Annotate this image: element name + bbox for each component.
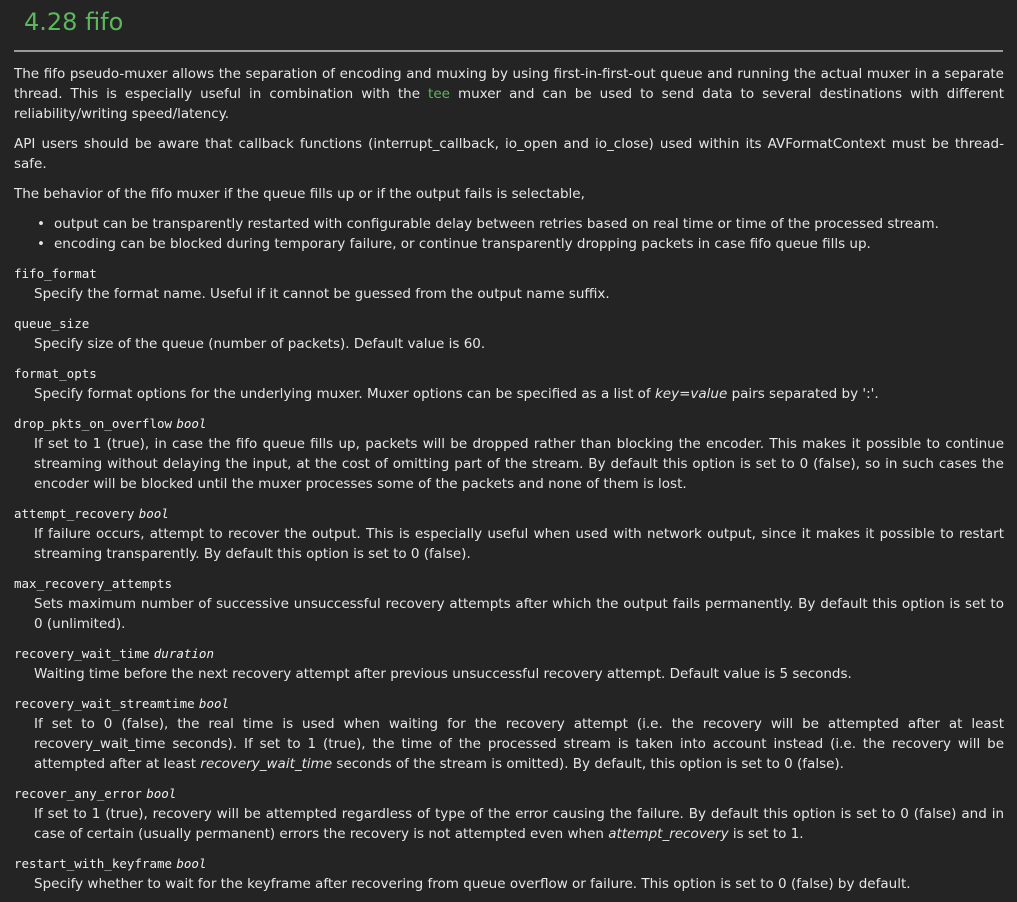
bullet-icon: • xyxy=(37,236,45,252)
option-queue-size xyxy=(14,314,1004,354)
behavior-list xyxy=(14,214,1004,254)
option-name: recovery_wait_streamtime xyxy=(14,696,195,711)
option-recovery-wait-time xyxy=(14,644,1004,684)
option-description: Specify the format name. Useful if it cannot be guessed from the output name suffix. xyxy=(34,286,610,302)
list-item-text: output can be transparently restarted with configurable delay between retries based on real time or time of the processed stream. xyxy=(54,216,939,232)
option-term xyxy=(14,264,1004,284)
option-name: queue_size xyxy=(14,316,90,331)
option-type: bool xyxy=(176,856,207,871)
option-term xyxy=(14,364,1004,384)
option-term xyxy=(14,504,1004,524)
option-description: If set to 1 (true), in case the fifo queue fills up, packets will be dropped rather than blocking the encoder. This makes it possible to continue streaming without delaying the input, at the cost of omitting part of the stream. By default this option is set to 0 (false), so in such cases the encoder will be blocked until the muxer processes some of the packets and none of them is lost. xyxy=(34,436,1004,492)
option-name: drop_pkts_on_overflow xyxy=(14,416,173,431)
option-term xyxy=(14,574,1004,594)
option-type: bool xyxy=(138,506,169,521)
option-name: max_recovery_attempts xyxy=(14,576,173,591)
section-title: 4.28 fifo xyxy=(24,8,124,36)
bullet-icon: • xyxy=(37,216,45,232)
desc-text-before: Specify format options for the underlying muxer. Muxer options can be specified as a list of xyxy=(34,386,655,402)
option-description xyxy=(34,804,1004,844)
list-item xyxy=(37,234,1004,254)
option-name: restart_with_keyframe xyxy=(14,856,173,871)
option-name: fifo_format xyxy=(14,266,97,281)
option-type: bool xyxy=(176,416,207,431)
list-item-text: encoding can be blocked during temporary failure, or continue transparently dropping packets in case fifo queue fills up. xyxy=(54,236,871,252)
option-name: recover_any_error xyxy=(14,786,142,801)
option-term xyxy=(14,414,1004,434)
option-recover-any-error xyxy=(14,784,1004,844)
option-name: attempt_recovery xyxy=(14,506,135,521)
intro-paragraph-1 xyxy=(14,64,1004,124)
option-term xyxy=(14,644,1004,664)
option-max-recovery-attempts xyxy=(14,574,1004,634)
intro-p1-text-after: muxer and can be used to send data to several destinations with different reliability/writing speed/latency. xyxy=(14,86,1004,122)
desc-emphasis: attempt_recovery xyxy=(608,826,729,842)
option-term xyxy=(14,784,1004,804)
option-fifo-format xyxy=(14,264,1004,304)
desc-text-after: is set to 1. xyxy=(728,826,804,842)
option-attempt-recovery xyxy=(14,504,1004,564)
option-type: bool xyxy=(146,786,177,801)
list-item xyxy=(37,214,1004,234)
option-description xyxy=(34,714,1004,774)
option-description xyxy=(34,384,1004,404)
options-list xyxy=(14,264,1004,894)
option-description: If failure occurs, attempt to recover the output. This is especially useful when used with network output, since it makes it possible to restart streaming transparently. By default this option is set to 0 (false). xyxy=(34,526,1004,562)
desc-text-after: pairs separated by ':'. xyxy=(727,386,879,402)
desc-text-after: seconds of the stream is omitted). By default, this option is set to 0 (false). xyxy=(332,756,844,772)
option-type: bool xyxy=(198,696,230,711)
option-restart-with-keyframe xyxy=(14,854,1004,894)
option-type: duration xyxy=(153,646,214,661)
option-term xyxy=(14,854,1004,874)
option-recovery-wait-streamtime xyxy=(14,694,1004,774)
option-description: Specify whether to wait for the keyframe after recovering from queue overflow or failure. This option is set to 0 (false) by default. xyxy=(34,876,911,892)
option-term xyxy=(14,694,1004,714)
intro-p1-text-before: The fifo pseudo-muxer allows the separation of encoding and muxing by using first-in-first-out queue and running the actual muxer in a separate thread. This is especially useful in combination with the xyxy=(14,66,1004,102)
desc-emphasis: key=value xyxy=(654,386,728,402)
option-description: Waiting time before the next recovery attempt after previous unsuccessful recovery attempt. Default value is 5 seconds. xyxy=(34,666,852,682)
intro-paragraph-3: The behavior of the fifo muxer if the queue fills up or if the output fails is selectable, xyxy=(14,186,585,202)
desc-text-before: If set to 1 (true), recovery will be attempted regardless of type of the error causing the failure. By default this option is set to 0 (false) and in case of certain (usually permanent) errors the recovery is not attempted even when xyxy=(34,806,1004,842)
option-description: Specify size of the queue (number of packets). Default value is 60. xyxy=(34,336,486,352)
option-description: Sets maximum number of successive unsuccessful recovery attempts after which the output fails permanently. By default this option is set to 0 (unlimited). xyxy=(34,596,1004,632)
desc-text-before: If set to 0 (false), the real time is used when waiting for the recovery attempt (i.e. the recovery will be attempted after at least recovery_wait_time seconds). If set to 1 (true), the time of the processed stream is taken into account instead (i.e. the recovery will be attempted after at least xyxy=(34,716,1004,772)
desc-emphasis: recovery_wait_time xyxy=(200,756,333,772)
intro-paragraph-2: API users should be aware that callback functions (interrupt_callback, io_open and io_close) used within its AVFormatContext must be thread-safe. xyxy=(14,136,1004,172)
tee-link[interactable]: tee xyxy=(428,86,450,102)
option-name: recovery_wait_time xyxy=(14,646,150,661)
option-drop-pkts-on-overflow xyxy=(14,414,1004,494)
option-term xyxy=(14,314,1004,334)
option-format-opts xyxy=(14,364,1004,404)
title-rule xyxy=(14,50,1003,52)
option-name: format_opts xyxy=(14,366,97,381)
